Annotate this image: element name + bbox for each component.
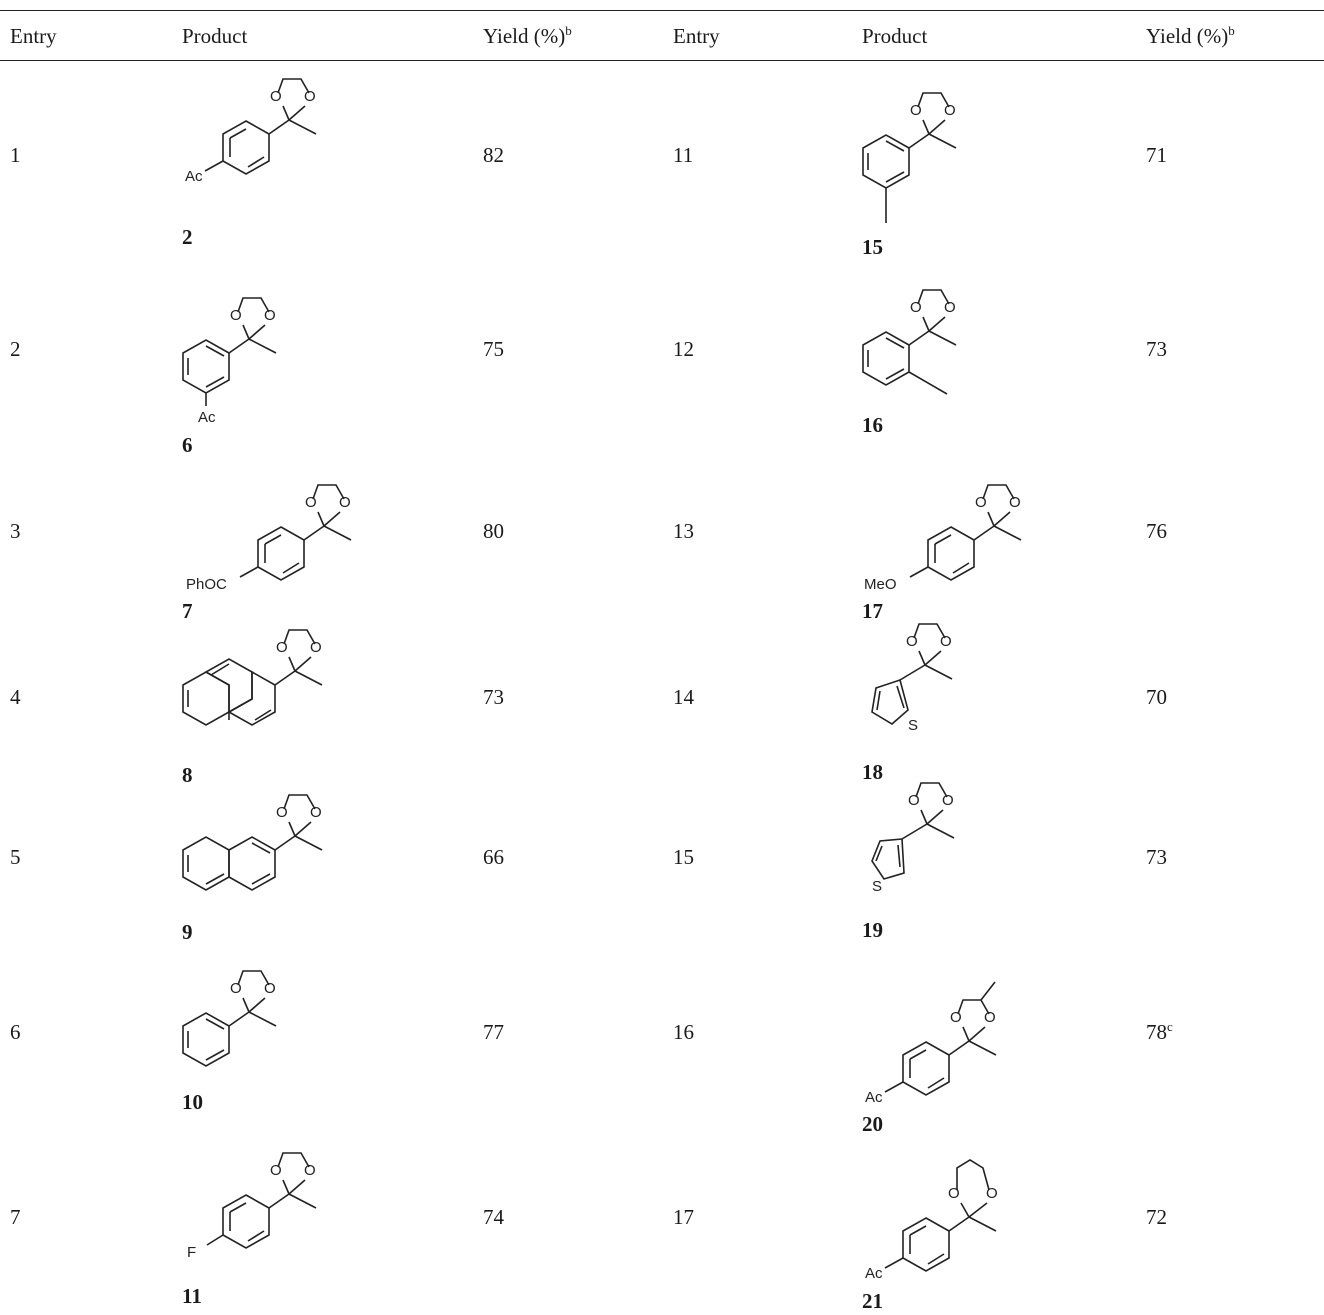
header-entry-right: Entry: [673, 24, 720, 48]
yield-value: 66: [483, 845, 504, 869]
svg-text:O: O: [304, 88, 316, 105]
svg-text:Ac: Ac: [198, 409, 216, 426]
structure-compound-21: [840, 1120, 1040, 1300]
entry-number: 1: [10, 143, 21, 167]
yield-value: 73: [483, 685, 504, 709]
svg-text:O: O: [264, 980, 276, 997]
entry-number: 6: [10, 1020, 21, 1044]
yield-value: 82: [483, 143, 504, 167]
compound-label: 17: [862, 599, 883, 623]
svg-text:O: O: [910, 299, 922, 316]
structure-compound-9: [160, 765, 360, 945]
svg-text:O: O: [310, 639, 322, 656]
structure-compound-20: [840, 940, 1040, 1120]
svg-text:O: O: [230, 307, 242, 324]
yield-value: 73: [1146, 845, 1167, 869]
svg-text:O: O: [270, 1162, 282, 1179]
entry-number: 17: [673, 1205, 694, 1229]
yield-value: 72: [1146, 1205, 1167, 1229]
structure-compound-18: [840, 605, 1040, 785]
entry-number: 12: [673, 337, 694, 361]
header-entry-left: Entry: [10, 24, 57, 48]
entry-number: 7: [10, 1205, 21, 1229]
svg-text:Ac: Ac: [185, 168, 203, 185]
structure-compound-17: [840, 440, 1040, 620]
compound-label: 20: [862, 1112, 883, 1136]
svg-text:O: O: [986, 1185, 998, 1202]
svg-text:O: O: [305, 494, 317, 511]
structure-compound-2: [160, 60, 360, 240]
svg-text:O: O: [339, 494, 351, 511]
compound-label: 19: [862, 918, 883, 942]
entry-number: 16: [673, 1020, 694, 1044]
header-yield-right: Yield (%)$^b$: [1146, 23, 1235, 48]
compound-label: 10: [182, 1090, 203, 1114]
svg-text:O: O: [975, 494, 987, 511]
compound-label: 18: [862, 760, 883, 784]
entry-number: 14: [673, 685, 694, 709]
svg-text:O: O: [942, 792, 954, 809]
header-product-right: Product: [862, 24, 928, 48]
structure-compound-10: [160, 940, 360, 1120]
svg-text:O: O: [1009, 494, 1021, 511]
structure-compound-7: [160, 440, 360, 620]
svg-text:O: O: [310, 804, 322, 821]
svg-text:S: S: [872, 878, 883, 895]
header-yield-left: Yield (%)$^b$: [483, 23, 572, 48]
yield-value: 73: [1146, 337, 1167, 361]
entry-number: 13: [673, 519, 694, 543]
svg-text:O: O: [944, 102, 956, 119]
svg-text:O: O: [950, 1009, 962, 1026]
yield-value: 70: [1146, 685, 1167, 709]
compound-label: 16: [862, 413, 883, 437]
yield-value: 75: [483, 337, 504, 361]
svg-text:O: O: [264, 307, 276, 324]
entry-number: 4: [10, 685, 21, 709]
svg-text:O: O: [276, 639, 288, 656]
compound-label: 2: [182, 225, 193, 249]
svg-text:S: S: [908, 717, 919, 734]
entry-number: 3: [10, 519, 21, 543]
yield-value: 76: [1146, 519, 1167, 543]
svg-text:O: O: [230, 980, 242, 997]
svg-text:F: F: [187, 1244, 197, 1261]
svg-text:O: O: [906, 633, 918, 650]
compound-label: 7: [182, 599, 193, 623]
svg-text:O: O: [276, 804, 288, 821]
svg-text:O: O: [944, 299, 956, 316]
yield-value: 74: [483, 1205, 504, 1229]
yield-value: 71: [1146, 143, 1167, 167]
structure-compound-19: [840, 765, 1040, 945]
entry-number: 15: [673, 845, 694, 869]
svg-text:O: O: [940, 633, 952, 650]
svg-text:O: O: [948, 1185, 960, 1202]
compound-label: 9: [182, 920, 193, 944]
svg-text:Ac: Ac: [865, 1265, 883, 1282]
yield-value: 80: [483, 519, 504, 543]
svg-text:PhOC: PhOC: [186, 576, 227, 593]
entry-number: 2: [10, 337, 21, 361]
svg-text:O: O: [270, 88, 282, 105]
structure-compound-6: [160, 270, 360, 450]
structure-compound-8: [160, 605, 360, 785]
structure-compound-16: [840, 265, 1040, 445]
svg-text:O: O: [908, 792, 920, 809]
compound-label: 15: [862, 235, 883, 259]
compound-label: 8: [182, 763, 193, 787]
structure-compound-15: [840, 55, 1040, 235]
top-rule: [0, 10, 1324, 11]
compound-label: 6: [182, 433, 193, 457]
compound-label: 21: [862, 1289, 883, 1313]
yield-value: 77: [483, 1020, 504, 1044]
header-product-left: Product: [182, 24, 248, 48]
svg-text:O: O: [984, 1009, 996, 1026]
yield-value: 78$^c$: [1146, 1019, 1173, 1044]
compound-label: 11: [182, 1284, 202, 1308]
svg-text:O: O: [304, 1162, 316, 1179]
entry-number: 5: [10, 845, 21, 869]
svg-text:MeO: MeO: [864, 576, 897, 593]
svg-text:O: O: [910, 102, 922, 119]
svg-text:Ac: Ac: [865, 1089, 883, 1106]
entry-number: 11: [673, 143, 694, 167]
structure-compound-11: [160, 1120, 360, 1300]
